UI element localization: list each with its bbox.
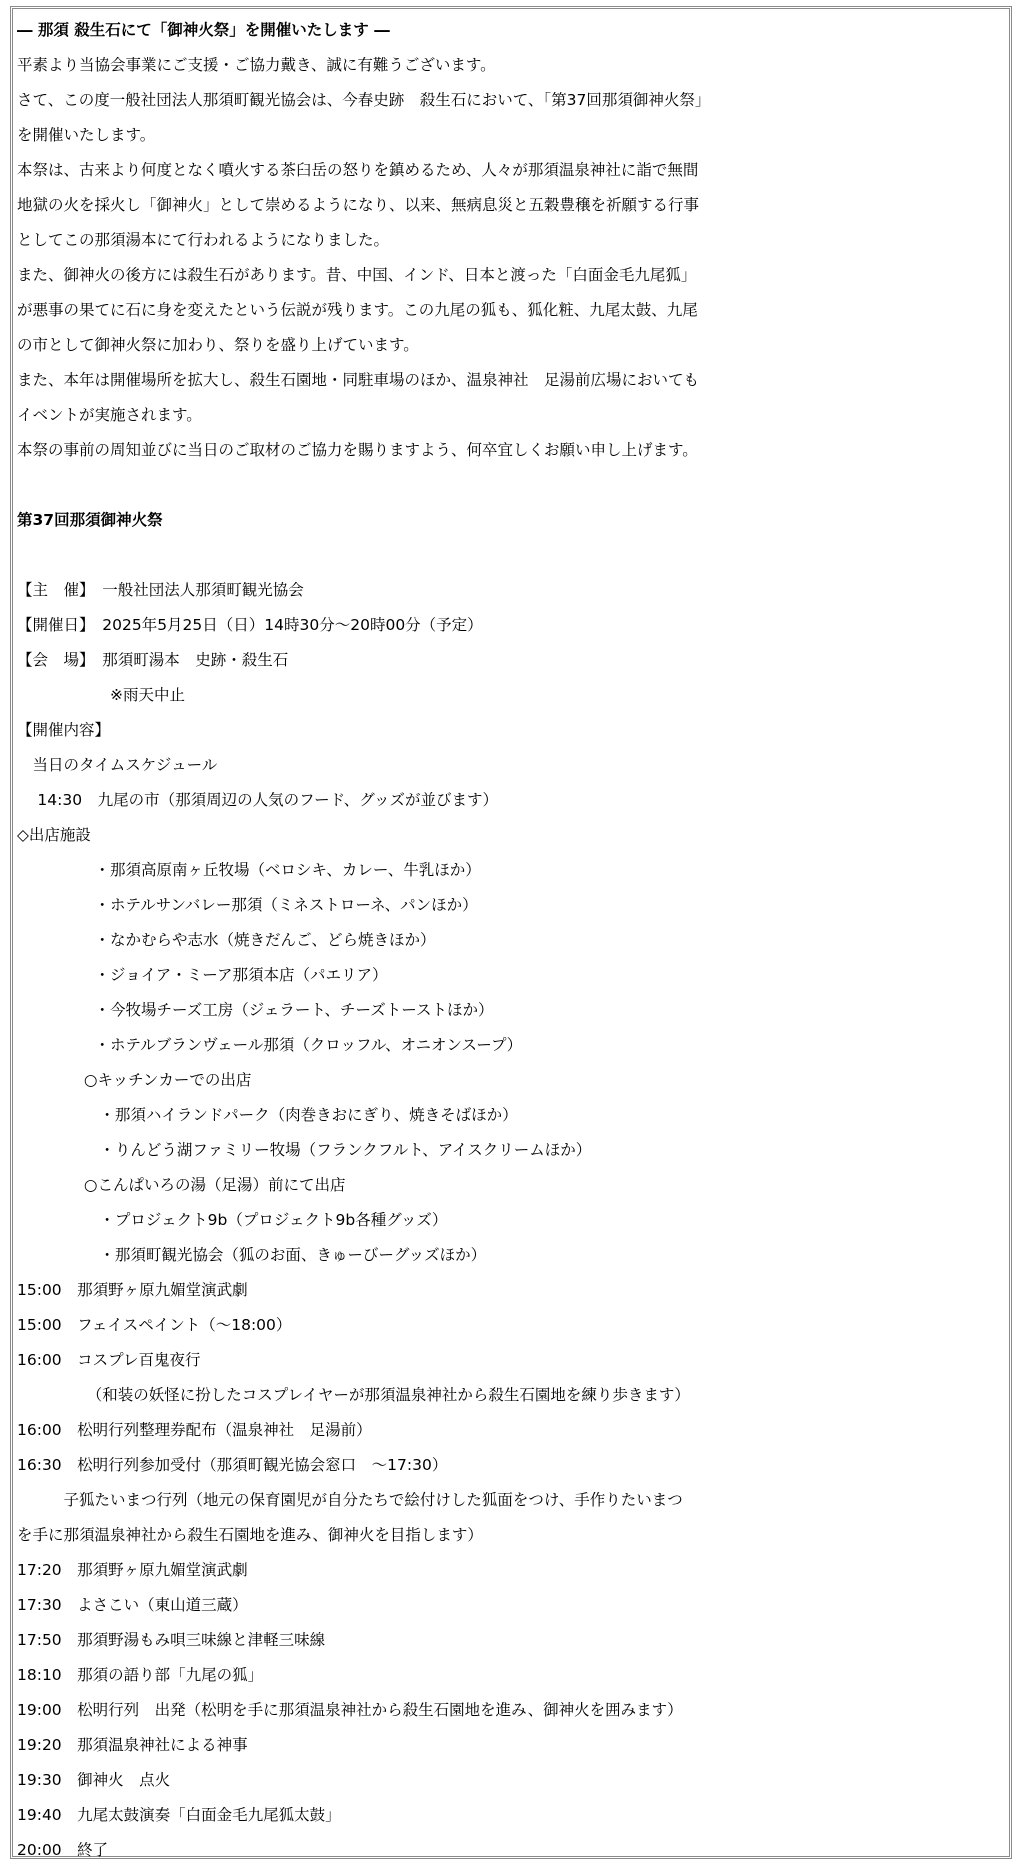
schedule-item: 20:00 終了 [17,1841,109,1859]
notice-frame [10,6,1012,1859]
intro-line: 本祭の事前の周知並びに当日のご取材のご協力を賜りますよう、何卒宜しくお願い申し上げます。 [17,441,698,459]
schedule-item: 15:00 フェイスペイント（～18:00） [17,1316,292,1334]
intro-line: また、本年は開催場所を拡大し、殺生石園地・同駐車場のほか、温泉神社 足湯前広場においても [17,371,700,389]
schedule-item: 16:00 松明行列整理券配布（温泉神社 足湯前） [17,1421,372,1439]
schedule-item: 19:20 那須温泉神社による神事 [17,1736,248,1754]
schedule-item: （和装の妖怪に扮したコスプレイヤーが那須温泉神社から殺生石園地を練り歩きます） [17,1386,690,1404]
timeline-label: 当日のタイムスケジュール [17,756,218,774]
schedule-item: 17:20 那須野ヶ原九媚堂演武劇 [17,1561,248,1579]
shop-item: ・ホテルブランヴェール那須（クロッフル、オニオンスープ） [17,1036,523,1054]
blank-line [17,538,1007,573]
shop-subheading: ○こんぱいろの湯（足湯）前にて出店 [17,1176,346,1194]
shop-item: ・ホテルサンバレー那須（ミネストローネ、パンほか） [17,896,478,914]
intro-line: また、御神火の後方には殺生石があります。昔、中国、インド、日本と渡った「白面金毛九尾狐」 [17,266,697,284]
intro-line: の市として御神火祭に加わり、祭りを盛り上げています。 [17,336,419,354]
shop-item: ・りんどう湖ファミリー牧場（フランクフルト、アイスクリームほか） [17,1141,592,1159]
shop-item: ・ジョイア・ミーア那須本店（パエリア） [17,966,388,984]
shop-item: ・今牧場チーズ工房（ジェラート、チーズトーストほか） [17,1001,494,1019]
schedule-item: 16:00 コスプレ百鬼夜行 [17,1351,201,1369]
schedule-item: 17:30 よさこい（東山道三蔵） [17,1596,248,1614]
schedule-item: 子狐たいまつ行列（地元の保育園児が自分たちで絵付けした狐面をつけ、手作りたいまつ [17,1491,683,1509]
market-line: 14:30 九尾の市（那須周辺の人気のフード、グッズが並びます） [17,791,498,809]
date-line: 【開催日】 2025年5月25日（日）14時30分～20時00分（予定） [17,616,483,634]
intro-line: を開催いたします。 [17,126,156,144]
shops-label: ◇出店施設 [17,826,91,844]
intro-line: としてこの那須湯本にて行われるようになりました。 [17,231,390,249]
intro-line: が悪事の果てに石に身を変えたという伝説が残ります。この九尾の狐も、狐化粧、九尾太鼓、九尾 [17,301,698,319]
shop-item: ・那須町観光協会（狐のお面、きゅーびーグッズほか） [17,1246,487,1264]
shop-item: ・那須高原南ヶ丘牧場（ベロシキ、カレー、牛乳ほか） [17,861,481,879]
schedule-item: 17:50 那須野湯もみ唄三味線と津軽三味線 [17,1631,326,1649]
shop-subheading: ○キッチンカーでの出店 [17,1071,252,1089]
schedule-item: 18:10 那須の語り部「九尾の狐」 [17,1666,264,1684]
intro-line: 本祭は、古来より何度となく噴火する茶臼岳の怒りを鎮めるため、人々が那須温泉神社に詣で無間 [17,161,699,179]
intro-line: さて、この度一般社団法人那須町観光協会は、今春史跡 殺生石において、「第37回那須御神火祭」 [17,91,711,109]
contents-label: 【開催内容】 [17,721,111,739]
schedule-item: 16:30 松明行列参加受付（那須町観光協会窓口 ～17:30） [17,1456,448,1474]
schedule-item: を手に那須温泉神社から殺生石園地を進み、御神火を目指します） [17,1526,483,1544]
intro-line: 地獄の火を採火し「御神火」として崇めるようになり、以来、無病息災と五穀豊穣を祈願する行事 [17,196,700,214]
intro-line: 平素より当協会事業にご支援・ご協力戴き、誠に有難うございます。 [17,56,496,74]
schedule-item: 19:30 御神火 点火 [17,1771,171,1789]
schedule-item: 19:00 松明行列 出発（松明を手に那須温泉神社から殺生石園地を進み、御神火を囲みます） [17,1701,683,1719]
organizer-line: 【主 催】 一般社団法人那須町観光協会 [17,581,304,599]
shop-item: ・なかむらや志水（焼きだんご、どら焼きほか） [17,931,436,949]
shop-item: ・プロジェクト9b（プロジェクト9b各種グッズ） [17,1211,448,1229]
intro-line: イベントが実施されます。 [17,406,202,424]
rain-note: ※雨天中止 [17,686,185,704]
schedule-item: 15:00 那須野ヶ原九媚堂演武劇 [17,1281,248,1299]
notice-content [17,13,1007,1868]
notice-title: ― 那須 殺生石にて「御神火祭」を開催いたします ― [17,21,390,39]
blank-line [17,468,1007,503]
schedule-item: 19:40 九尾太鼓演奏「白面金毛九尾狐太鼓」 [17,1806,341,1824]
event-heading: 第37回那須御神火祭 [17,511,163,529]
venue-line: 【会 場】 那須町湯本 史跡・殺生石 [17,651,289,669]
shop-item: ・那須ハイランドパーク（肉巻きおにぎり、焼きそばほか） [17,1106,518,1124]
